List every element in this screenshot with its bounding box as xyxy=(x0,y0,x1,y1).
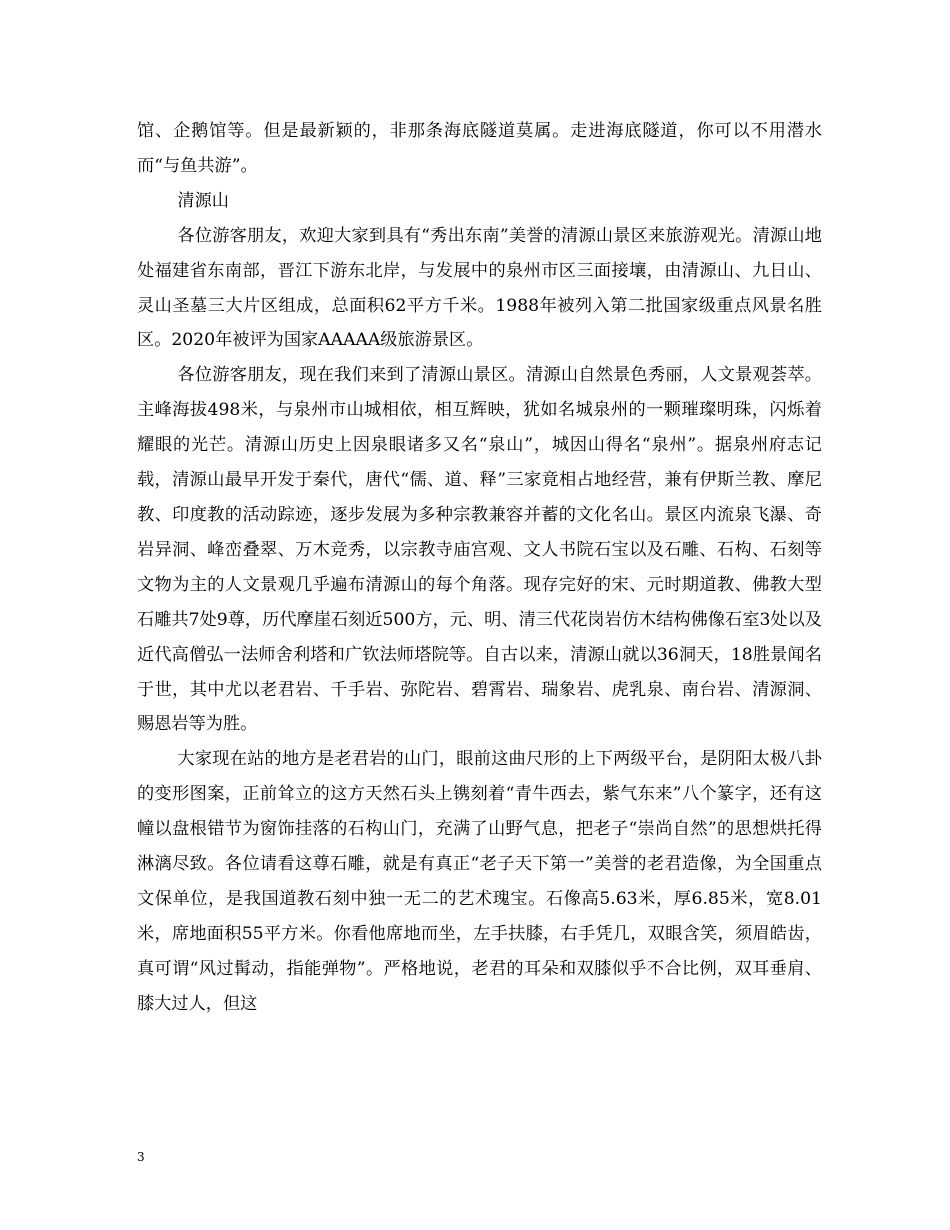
page-number: 3 xyxy=(137,1150,145,1164)
document-body xyxy=(137,114,822,1022)
section-heading-qingyuanshan: 清源山 xyxy=(177,190,229,211)
paragraph-scenic-overview: 各位游客朋友，现在我们来到了清源山景区。清源山自然景色秀丽，人文景观荟萃。主峰海拔498米，与泉州市山城相依，相互辉映，犹如名城泉州的一颗璀璨明珠，闪烁着耀眼的光芒。清源山历史上因泉眼诸多又名“泉山”，城因山得名“泉州”。据泉州府志记载，清源山最早开发于秦代，唐代“儒、道、释”三家竟相占地经营，兼有伊斯兰教、摩尼教、印度教的活动踪迹，逐步发展为多种宗教兼容并蓄的文化名山。景区内流泉飞瀑、奇岩异洞、峰峦叠翠、万木竞秀，以宗教寺庙宫观、文人书院石宝以及石雕、石构、石刻等文物为主的人文景观几乎遍布清源山的每个角落。现存完好的宋、元时期道教、佛教大型石雕共7处9尊，历代摩崖石刻近500方，元、明、清三代花岗岩仿木结构佛像石室3处以及近代高僧弘一法师舍利塔和广钦法师塔院等。自古以来，清源山就以36洞天，18胜景闻名于世，其中尤以老君岩、千手岩、弥陀岩、碧霄岩、瑞象岩、虎乳泉、南台岩、清源洞、赐恩岩等为胜。 xyxy=(137,365,822,735)
paragraph-laojun-rock: 大家现在站的地方是老君岩的山门，眼前这曲尺形的上下两级平台，是阴阳太极八卦的变形图案，正前耸立的这方天然石头上镌刻着“青牛西去，紫气东来”八个篆字，还有这幢以盘根错节为窗饰挂落的石构山门，充满了山野气息，把老子“崇尚自然”的思想烘托得淋漓尽致。各位请看这尊石雕，就是有真正“老子天下第一”美誉的老君造像，为全国重点文保单位，是我国道教石刻中独一无二的艺术瑰宝。石像高5.63米，厚6.85米，宽8.01米，席地面积55平方米。你看他席地而坐，左手扶膝，右手凭几，双眼含笑，须眉皓齿，真可谓“风过髯动，指能弹物”。严格地说，老君的耳朵和双膝似乎不合比例，双耳垂肩、膝大过人，但这 xyxy=(137,749,822,1014)
paragraph-welcome: 各位游客朋友，欢迎大家到具有“秀出东南”美誉的清源山景区来旅游观光。清源山地处福建省东南部，晋江下游东北岸，与发展中的泉州市区三面接壤，由清源山、九日山、灵山圣墓三大片区组成，总面积62平方千米。1988年被列入第二批国家级重点风景名胜区。2020年被评为国家AAAAA级旅游景区。 xyxy=(137,225,822,351)
paragraph-continuation: 馆、企鹅馆等。但是最新颖的，非那条海底隧道莫属。走进海底隧道，你可以不用潜水而“与鱼共游”。 xyxy=(137,121,822,176)
